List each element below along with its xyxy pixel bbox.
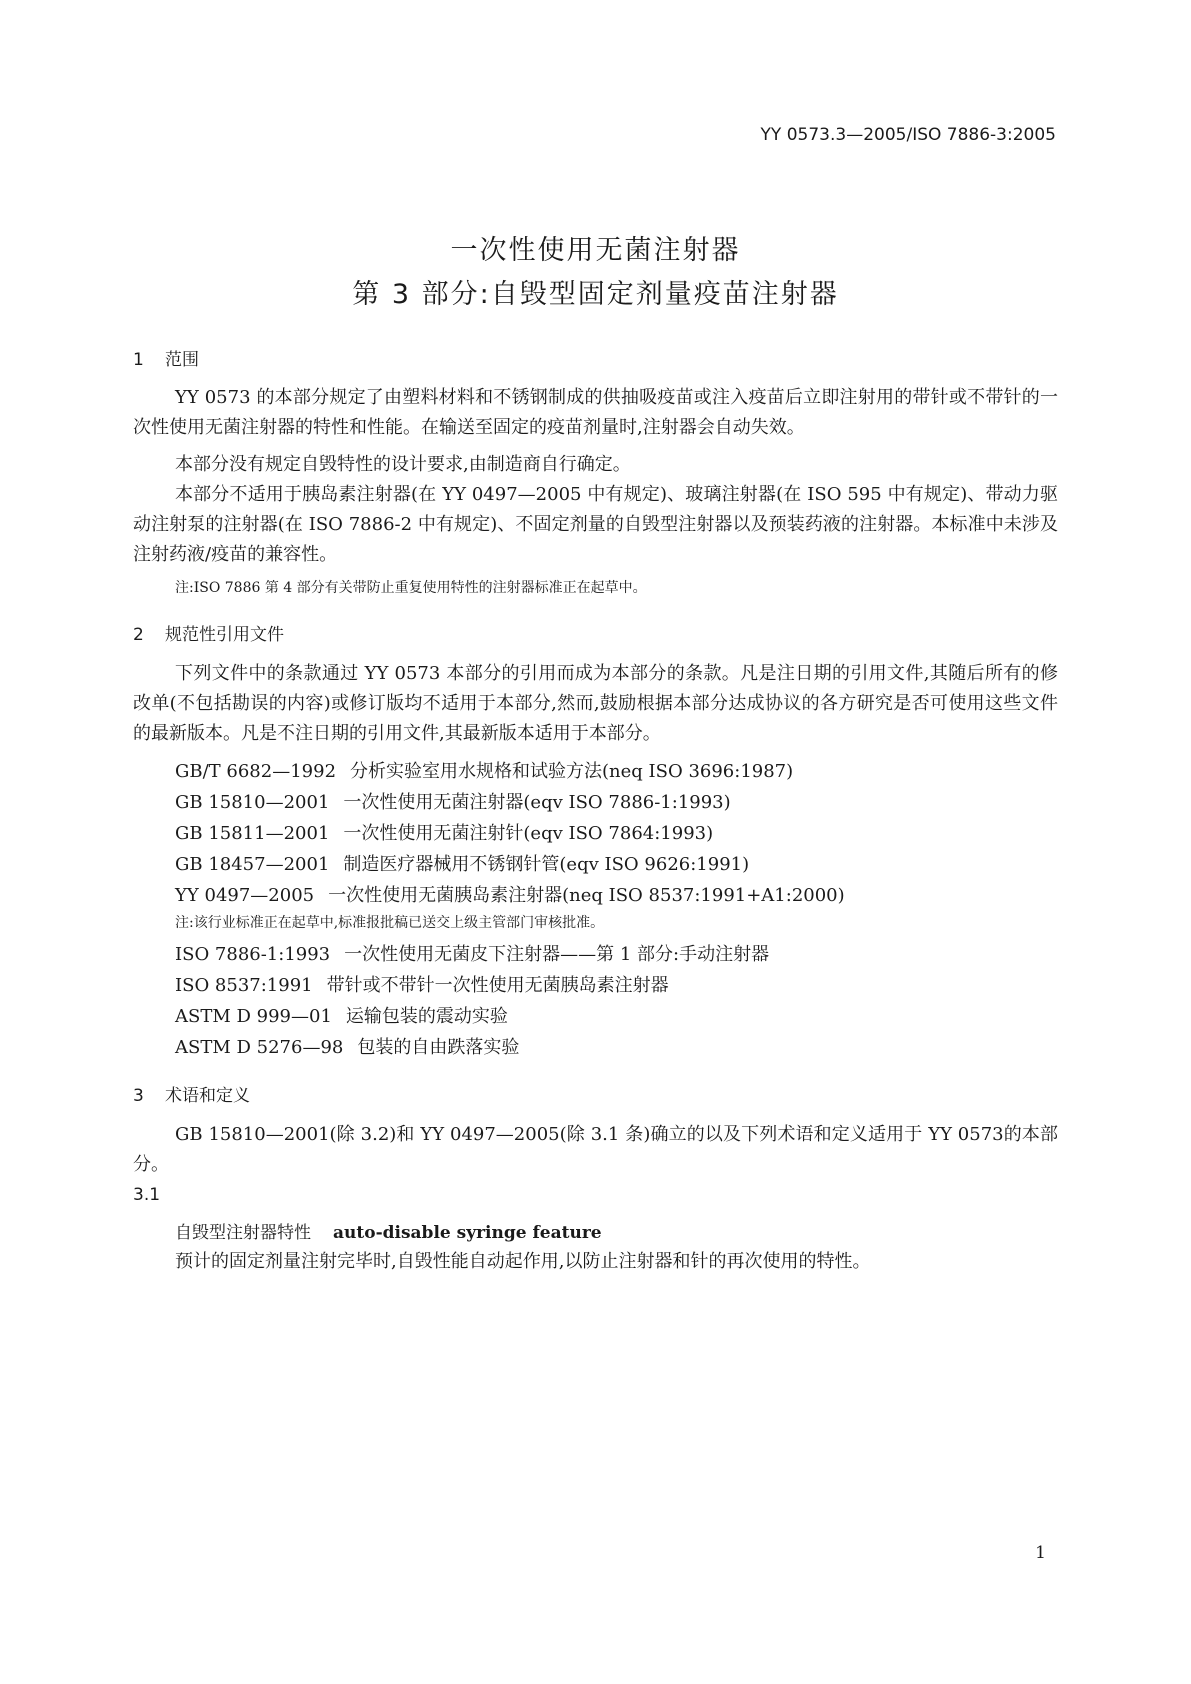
section-number: 3 [133, 1086, 144, 1106]
document-subtitle: 第 3 部分:自毁型固定剂量疫苗注射器 [352, 279, 839, 310]
reference-code: GB/T 6682—1992 [175, 761, 337, 782]
clause-number: 3.1 [133, 1185, 161, 1205]
section-heading-scope [133, 345, 199, 370]
scope-paragraph-2: 本部分没有规定自毁特性的设计要求,由制造商自行确定。 [175, 454, 631, 475]
reference-title: 带针或不带针一次性使用无菌胰岛素注射器 [326, 975, 669, 996]
reference-note: 注:该行业标准正在起草中,标准报批稿已送交上级主管部门审核批准。 [175, 915, 605, 931]
reference-item [175, 1033, 519, 1059]
reference-title: 一次性使用无菌注射器(eqv ISO 7886-1:1993) [343, 792, 731, 813]
reference-title: 一次性使用无菌注射针(eqv ISO 7864:1993) [343, 823, 714, 844]
reference-title: 一次性使用无菌皮下注射器——第 1 部分:手动注射器 [344, 944, 770, 965]
reference-title: 分析实验室用水规格和试验方法(neq ISO 3696:1987) [350, 761, 794, 782]
reference-item [175, 1002, 508, 1028]
document-title: 一次性使用无菌注射器 [450, 235, 741, 266]
section-number: 1 [133, 350, 144, 370]
reference-code: ASTM D 999—01 [175, 1006, 332, 1027]
reference-item [175, 788, 731, 814]
scope-note: 注:ISO 7886 第 4 部分有关带防止重复使用特性的注射器标准正在起草中。 [175, 580, 647, 596]
reference-item [175, 819, 713, 845]
reference-code: YY 0497—2005 [175, 885, 315, 906]
section-heading-terms-definitions [133, 1081, 250, 1106]
section-title: 范围 [165, 350, 199, 370]
section-title: 规范性引用文件 [165, 625, 284, 645]
reference-code: ISO 7886-1:1993 [175, 944, 331, 965]
reference-title: 包装的自由跌落实验 [357, 1037, 520, 1058]
term-definition: 预计的固定剂量注射完毕时,自毁性能自动起作用,以防止注射器和针的再次使用的特性。 [175, 1251, 871, 1272]
section-number: 2 [133, 625, 144, 645]
reference-title: 运输包装的震动实验 [345, 1006, 508, 1027]
term-entry [175, 1218, 602, 1243]
standard-code: YY 0573.3—2005/ISO 7886-3:2005 [760, 125, 1056, 145]
term-chinese: 自毁型注射器特性 [175, 1223, 311, 1243]
reference-item [175, 971, 669, 997]
reference-code: ISO 8537:1991 [175, 975, 313, 996]
terms-paragraph: GB 15810—2001(除 3.2)和 YY 0497—2005(除 3.1 条)确立的以及下列术语和定义适用于 YY 0573的本部分。 [133, 1124, 1058, 1175]
reference-code: ASTM D 5276—98 [175, 1037, 344, 1058]
page-number: 1 [1035, 1543, 1046, 1563]
term-english: auto-disable syringe feature [333, 1223, 602, 1243]
section-heading-normative-references [133, 620, 284, 645]
reference-item [175, 850, 749, 876]
reference-title: 制造医疗器械用不锈钢针管(eqv ISO 9626:1991) [343, 854, 750, 875]
reference-title: 一次性使用无菌胰岛素注射器(neq ISO 8537:1991+A1:2000) [328, 885, 845, 906]
reference-code: GB 18457—2001 [175, 854, 330, 875]
reference-item [175, 881, 845, 907]
scope-paragraph-3: 本部分不适用于胰岛素注射器(在 YY 0497—2005 中有规定)、玻璃注射器(在 ISO 595 中有规定)、带动力驱动注射泵的注射器(在 ISO 7886-2 中有规定)、不固定剂量的自毁型注射器以及预装药液的注射器。本标准中未涉及注射药液/疫苗的兼容性。 [133, 484, 1058, 565]
section-title: 术语和定义 [165, 1086, 250, 1106]
reference-code: GB 15811—2001 [175, 823, 330, 844]
scope-paragraph-1: YY 0573 的本部分规定了由塑料材料和不锈钢制成的供抽吸疫苗或注入疫苗后立即注射用的带针或不带针的一次性使用无菌注射器的特性和性能。在输送至固定的疫苗剂量时,注射器会自动失效。 [133, 387, 1058, 438]
reference-code: GB 15810—2001 [175, 792, 330, 813]
references-paragraph: 下列文件中的条款通过 YY 0573 本部分的引用而成为本部分的条款。凡是注日期的引用文件,其随后所有的修改单(不包括勘误的内容)或修订版均不适用于本部分,然而,鼓励根据本部分达成协议的各方研究是否可使用这些文件的最新版本。凡是不注日期的引用文件,其最新版本适用于本部分。 [133, 663, 1058, 744]
reference-item [175, 940, 769, 966]
reference-item [175, 757, 793, 783]
